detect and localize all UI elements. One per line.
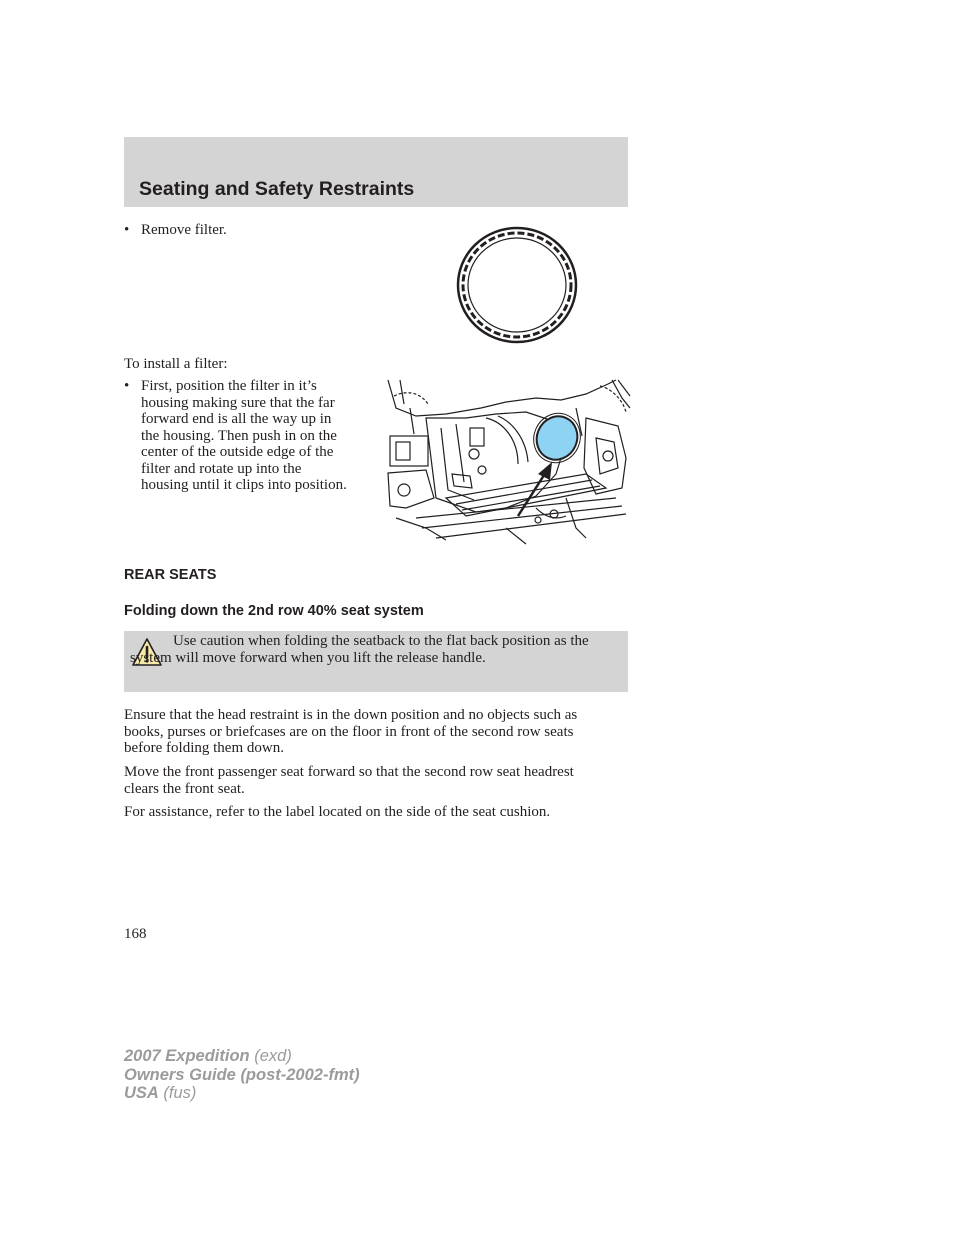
install-step-line: housing until it clips into position. [141, 477, 347, 493]
install-step-line: forward end is all the way up in [141, 411, 332, 427]
footer-line-1 [124, 1047, 360, 1066]
remove-filter-text: Remove filter. [141, 222, 227, 238]
footer-line-2 [124, 1066, 360, 1085]
install-step-line: filter and rotate up into the [141, 460, 302, 477]
section-title: Seating and Safety Restraints [139, 178, 415, 200]
cabin-filter-illustration [455, 226, 579, 344]
footer-model-code: (exd) [249, 1047, 292, 1065]
footer-guide: Owners Guide (post-2002-fmt) [124, 1065, 360, 1084]
install-step-line: the housing. Then push in on the [141, 427, 337, 444]
page-number: 168 [124, 926, 147, 942]
warning-callout [124, 631, 628, 692]
filter-housing-illustration [386, 378, 632, 546]
paragraph-assistance: For assistance, refer to the label located on the side of the seat cushion. [124, 804, 551, 820]
rear-seats-heading: REAR SEATS [124, 567, 217, 583]
install-step-line: housing making sure that the far [141, 394, 335, 411]
warning-text: Use caution when folding the seatback to the flat back position as the system will move forward when you lift the release handle. [130, 633, 589, 666]
footer-market-code: (fus) [158, 1084, 197, 1102]
folding-subheading: Folding down the 2nd row 40% seat system [124, 603, 424, 619]
paragraph-head-restraint: Ensure that the head restraint is in the down position and no objects such as books, purses or briefcases are on the floor in front of the second row seats before folding them down. [124, 707, 578, 756]
document-footer [124, 1047, 360, 1103]
footer-line-3 [124, 1084, 360, 1103]
bullet: • [124, 378, 130, 394]
bullet: • [124, 222, 130, 238]
footer-model: 2007 Expedition [124, 1047, 250, 1065]
install-step-text [141, 378, 347, 494]
footer-market: USA [124, 1084, 159, 1102]
install-step-line: First, position the filter in it’s [141, 378, 317, 394]
install-step-line: center of the outside edge of the [141, 444, 334, 460]
install-intro: To install a filter: [124, 356, 228, 372]
paragraph-front-seat: Move the front passenger seat forward so that the second row seat headrest clears the front seat. [124, 764, 574, 797]
